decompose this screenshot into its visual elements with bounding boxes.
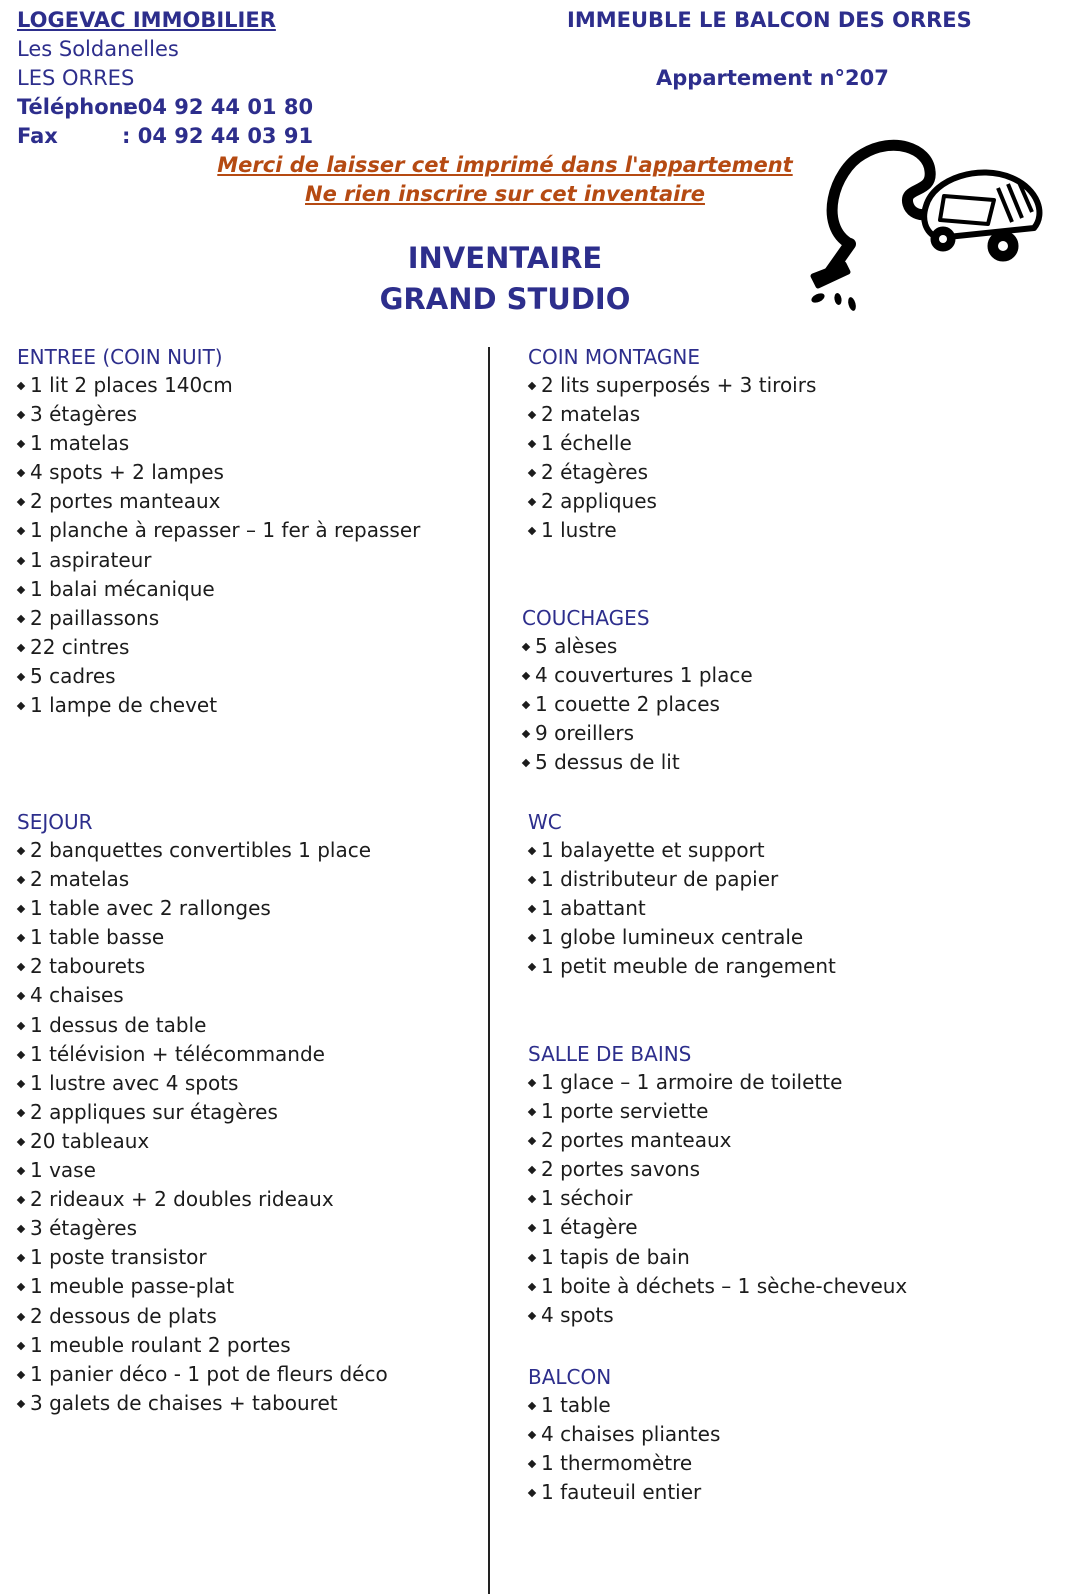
list-item: 1 poste transistor [17, 1243, 388, 1272]
agency-address-line2: LES ORRES [17, 66, 135, 90]
section-title: COUCHAGES [522, 606, 650, 630]
fax-value: : 04 92 44 03 91 [122, 124, 314, 148]
list-item: 2 dessous de plats [17, 1302, 388, 1331]
list-item: 1 matelas [17, 429, 420, 458]
apartment-number: Appartement n°207 [656, 66, 889, 90]
list-item: 3 étagères [17, 1214, 388, 1243]
section-title: COIN MONTAGNE [528, 345, 700, 369]
list-item: 1 meuble roulant 2 portes [17, 1331, 388, 1360]
list-item: 1 étagère [528, 1213, 907, 1242]
list-item: 2 portes manteaux [528, 1126, 907, 1155]
item-list [528, 1068, 907, 1330]
item-list [528, 1391, 720, 1507]
section-couchages [522, 604, 753, 777]
list-item: 1 échelle [528, 429, 816, 458]
page-subtitle: GRAND STUDIO [379, 282, 631, 316]
list-item: 1 table [528, 1391, 720, 1420]
phone-label: Téléphone [17, 95, 138, 119]
notice-keep-form: Merci de laisser cet imprimé dans l'appartement [217, 153, 793, 177]
list-item: 1 couette 2 places [522, 690, 753, 719]
list-item: 4 chaises [17, 981, 388, 1010]
list-item: 2 lits superposés + 3 tiroirs [528, 371, 816, 400]
list-item: 2 appliques sur étagères [17, 1098, 388, 1127]
section-coin-montagne [528, 343, 816, 546]
list-item: 2 tabourets [17, 952, 388, 981]
item-list [528, 371, 816, 546]
list-item: 1 abattant [528, 894, 836, 923]
page-title: INVENTAIRE [407, 241, 603, 275]
list-item: 2 matelas [17, 865, 388, 894]
list-item: 4 spots + 2 lampes [17, 458, 420, 487]
list-item: 1 table avec 2 rallonges [17, 894, 388, 923]
list-item: 1 tapis de bain [528, 1243, 907, 1272]
list-item: 3 étagères [17, 400, 420, 429]
list-item: 1 lustre [528, 516, 816, 545]
list-item: 1 aspirateur [17, 546, 420, 575]
section-salle-de-bains [528, 1040, 907, 1330]
agency-address-line1: Les Soldanelles [17, 37, 179, 61]
item-list [528, 836, 836, 981]
phone-value: : 04 92 44 01 80 [122, 95, 314, 119]
agency-name: LOGEVAC IMMOBILIER [17, 8, 276, 32]
list-item: 1 distributeur de papier [528, 865, 836, 894]
section-entree [17, 343, 420, 720]
list-item: 1 vase [17, 1156, 388, 1185]
list-item: 2 appliques [528, 487, 816, 516]
list-item: 1 dessus de table [17, 1011, 388, 1040]
item-list [522, 632, 753, 777]
column-divider [488, 347, 490, 1594]
list-item: 1 panier déco - 1 pot de fleurs déco [17, 1360, 388, 1389]
list-item: 1 meuble passe-plat [17, 1272, 388, 1301]
list-item: 3 galets de chaises + tabouret [17, 1389, 388, 1418]
building-name: IMMEUBLE LE BALCON DES ORRES [567, 8, 972, 32]
list-item: 1 table basse [17, 923, 388, 952]
list-item: 1 petit meuble de rangement [528, 952, 836, 981]
section-sejour [17, 808, 388, 1418]
list-item: 1 balayette et support [528, 836, 836, 865]
list-item: 4 spots [528, 1301, 907, 1330]
list-item: 2 banquettes convertibles 1 place [17, 836, 388, 865]
list-item: 1 balai mécanique [17, 575, 420, 604]
list-item: 1 fauteuil entier [528, 1478, 720, 1507]
list-item: 9 oreillers [522, 719, 753, 748]
list-item: 1 thermomètre [528, 1449, 720, 1478]
list-item: 1 lampe de chevet [17, 691, 420, 720]
section-title: SEJOUR [17, 810, 93, 834]
list-item: 2 portes manteaux [17, 487, 420, 516]
list-item: 2 matelas [528, 400, 816, 429]
section-title: WC [528, 810, 562, 834]
list-item: 2 rideaux + 2 doubles rideaux [17, 1185, 388, 1214]
list-item: 20 tableaux [17, 1127, 388, 1156]
list-item: 1 glace – 1 armoire de toilette [528, 1068, 907, 1097]
list-item: 1 boite à déchets – 1 sèche-cheveux [528, 1272, 907, 1301]
list-item: 1 lustre avec 4 spots [17, 1069, 388, 1098]
section-title: BALCON [528, 1365, 612, 1389]
section-wc [528, 808, 836, 981]
list-item: 1 lit 2 places 140cm [17, 371, 420, 400]
vacuum-cleaner-icon [808, 126, 1060, 318]
list-item: 1 planche à repasser – 1 fer à repasser [17, 516, 420, 545]
list-item: 4 chaises pliantes [528, 1420, 720, 1449]
list-item: 5 dessus de lit [522, 748, 753, 777]
list-item: 2 portes savons [528, 1155, 907, 1184]
list-item: 5 alèses [522, 632, 753, 661]
list-item: 22 cintres [17, 633, 420, 662]
list-item: 1 globe lumineux centrale [528, 923, 836, 952]
fax-label: Fax [17, 124, 58, 148]
section-title: SALLE DE BAINS [528, 1042, 692, 1066]
notice-no-writing: Ne rien inscrire sur cet inventaire [305, 182, 705, 206]
section-balcon [528, 1363, 720, 1507]
list-item: 1 séchoir [528, 1184, 907, 1213]
list-item: 1 télévision + télécommande [17, 1040, 388, 1069]
list-item: 2 paillassons [17, 604, 420, 633]
item-list [17, 371, 420, 720]
list-item: 5 cadres [17, 662, 420, 691]
item-list [17, 836, 388, 1418]
list-item: 1 porte serviette [528, 1097, 907, 1126]
section-title: ENTREE (COIN NUIT) [17, 345, 223, 369]
list-item: 4 couvertures 1 place [522, 661, 753, 690]
list-item: 2 étagères [528, 458, 816, 487]
